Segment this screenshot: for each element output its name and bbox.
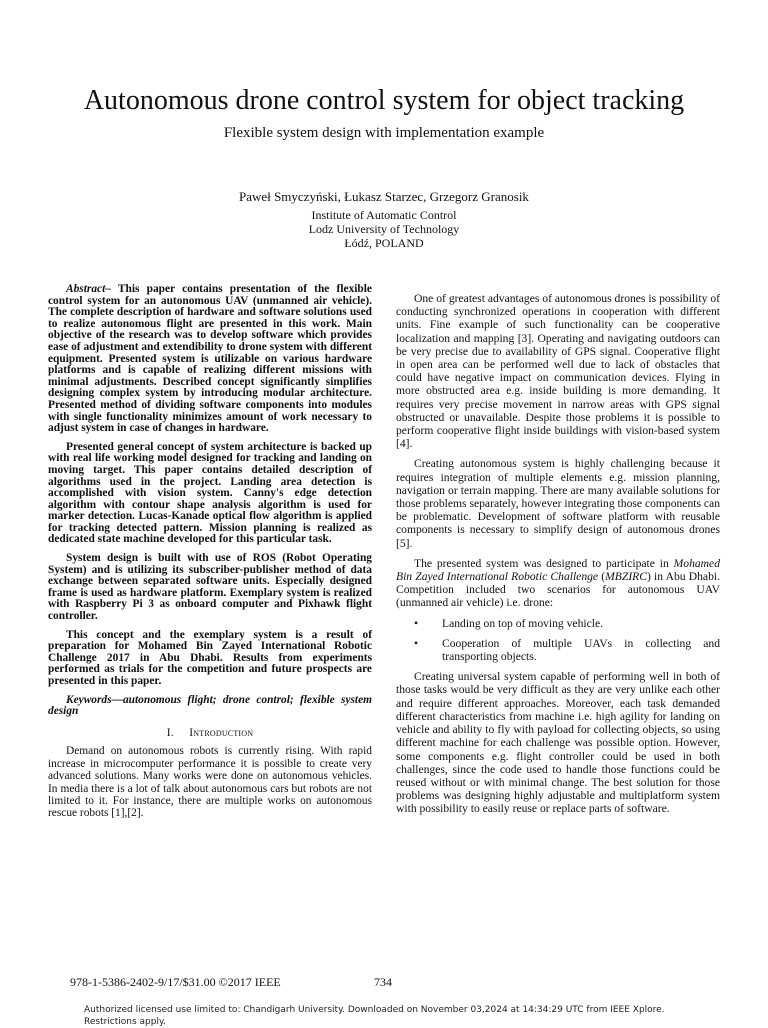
section-heading xyxy=(48,728,372,740)
abstract-paragraph: Presented general concept of system architecture is backed up with real life working model designed for tracking and landing on moving target. This paper contains detailed description of algorithms used in the project. Landing area detection is accomplished with vision system. Canny's edge detection algorithm with contour shape analysis algorithm is used for marker detection. Lucas-Kanade optical flow algorithm is applied for tracking detected pattern. Mission planning is realized as dedicated state machine developed for this particular task. xyxy=(48,440,372,546)
page-number: 734 xyxy=(374,975,392,989)
body-paragraph xyxy=(396,557,720,610)
list-item-text: Cooperation of multiple UAVs in collecting and transporting objects. xyxy=(442,636,720,664)
isbn-copyright: 978-1-5386-2402-9/17/$31.00 ©2017 IEEE xyxy=(70,975,281,989)
list-item xyxy=(396,637,720,663)
text-run: ) in Abu Dhabi. Competition included two scenarios for autonomous UAV (unmanned air vehicle) i.e. drone: xyxy=(396,570,720,610)
abstract-label: Abstract– xyxy=(66,283,111,295)
section-title: Introduction xyxy=(189,726,254,739)
bullet-icon: • xyxy=(414,636,419,650)
body-paragraph: Creating autonomous system is highly challenging because it requires integration of multiple elements e.g. mission planning, navigation or terrain mapping. There are many available solutions for those problems separately, however integrating those components can be problematic. Development of software platform with reusable components is necessary to simplify design of autonomous drones [5]. xyxy=(396,457,720,550)
keywords xyxy=(48,695,372,718)
abstract-text: This paper contains presentation of the flexible control system for an autonomous UAV (unmanned air vehicle). The complete description of hardware and software solutions used to realize autonomous flight are presented in this work. Main objective of the research was to develop software which provides ease of adjustment and extendibility to drone system with different equipment. Presented system is utilizable on various hardware platforms and is capable of realizing different missions with minimal adjustments. Described concept significantly simplifies designing complex system by introducing modular architecture. Presented method of dividing software components into modules with single functionality minimizes amount of work necessary to adjust system in case of changes in hardware. xyxy=(48,283,372,435)
license-notice: Authorized licensed use limited to: Chandigarh University. Downloaded on November 03,2024 at 14:34:29 UTC from IEEE Xplore. Restrictions apply. xyxy=(84,1005,665,1027)
text-run: ( xyxy=(598,570,606,584)
competition-name: Mohamed Bin Zayed International Robotic Challenge xyxy=(396,556,720,584)
text-run: The presented system was designed to participate in xyxy=(414,556,674,570)
abstract-paragraph: This concept and the exemplary system is a result of preparation for Mohamed Bin Zayed International Robotic Challenge 2017 in Abu Dhabi. Results from experiments performed as trials for the competition and future prospects are presented in this paper. xyxy=(48,628,372,687)
left-column xyxy=(48,284,372,827)
body-paragraph: Creating universal system capable of performing well in both of those tasks would be very difficult as they are very unlike each other and require different approaches. Moreover, each task demanded different characteristics from machine i.e. high agility for landing on vehicle and ability to fly with payload for collecting objects, so using different machine for each challenge was possible option. However, some components e.g. flight controller could be used in both challenges, since the code used to handle those functions could be reused without or with minimal change. The best solution for those problems was designing highly adjustable and multiplatform system with possibility to easily reuse or replace parts of software. xyxy=(396,670,720,816)
scenario-list xyxy=(396,617,720,664)
section-number: I. xyxy=(166,726,174,739)
affiliation xyxy=(0,208,768,250)
paper-subtitle: Flexible system design with implementation example xyxy=(223,125,545,141)
affiliation-line: Lodz University of Technology xyxy=(308,222,460,236)
body-paragraph: One of greatest advantages of autonomous drones is possibility of conducting synchronized operations in cooperation with different units. Fine example of such functionality can be cooperative localization and mapping [3]. Operating and navigating outdoors can be very precise due to availability of GPS signal. Cooperative flight in open area can be performed well due to lack of obstacles that could have negative impact on communication devices. Flying in more obstructed area e.g. inside building is more demanding. It requires very precise movement in narrow areas with GPS signal obstructed or unavailable. Despite those problems it is possible to perform cooperative flight inside buildings with vision-based system [4]. xyxy=(396,292,720,451)
keywords-label: Keywords— xyxy=(66,693,123,706)
author-list: Paweł Smyczyński, Łukasz Starzec, Grzegorz Granosik xyxy=(239,189,529,204)
list-item-text: Landing on top of moving vehicle. xyxy=(442,616,603,630)
abstract-paragraph: System design is built with use of ROS (Robot Operating System) and is utilizing its subscriber-publisher method of data exchange between separated software units. Especially designed frame is used as hardware platform. Exemplary system is realized with Raspberry Pi 3 as onboard computer and Pixhawk flight controller. xyxy=(48,552,372,623)
keywords-text: autonomous flight; drone control; flexible system design xyxy=(48,693,372,718)
list-item xyxy=(396,617,720,630)
body-paragraph: Demand on autonomous robots is currently rising. With rapid increase in microcomputer performance it is possible to create very advanced solutions. Many works were done on autonomous vehicles. In media there is a lot of talk about autonomous cars but robots are not limited to it. For instance, there are multiple works on autonomous rescue robots [1],[2]. xyxy=(48,745,372,820)
bullet-icon: • xyxy=(414,616,419,630)
abstract-paragraph xyxy=(48,284,372,435)
abstract xyxy=(48,284,372,718)
affiliation-line: Institute of Automatic Control xyxy=(311,208,457,222)
affiliation-line: Łódź, POLAND xyxy=(344,236,424,250)
paper-title: Autonomous drone control system for object tracking xyxy=(83,85,685,116)
competition-acronym: MBZIRC xyxy=(605,570,647,584)
right-column xyxy=(396,292,720,823)
